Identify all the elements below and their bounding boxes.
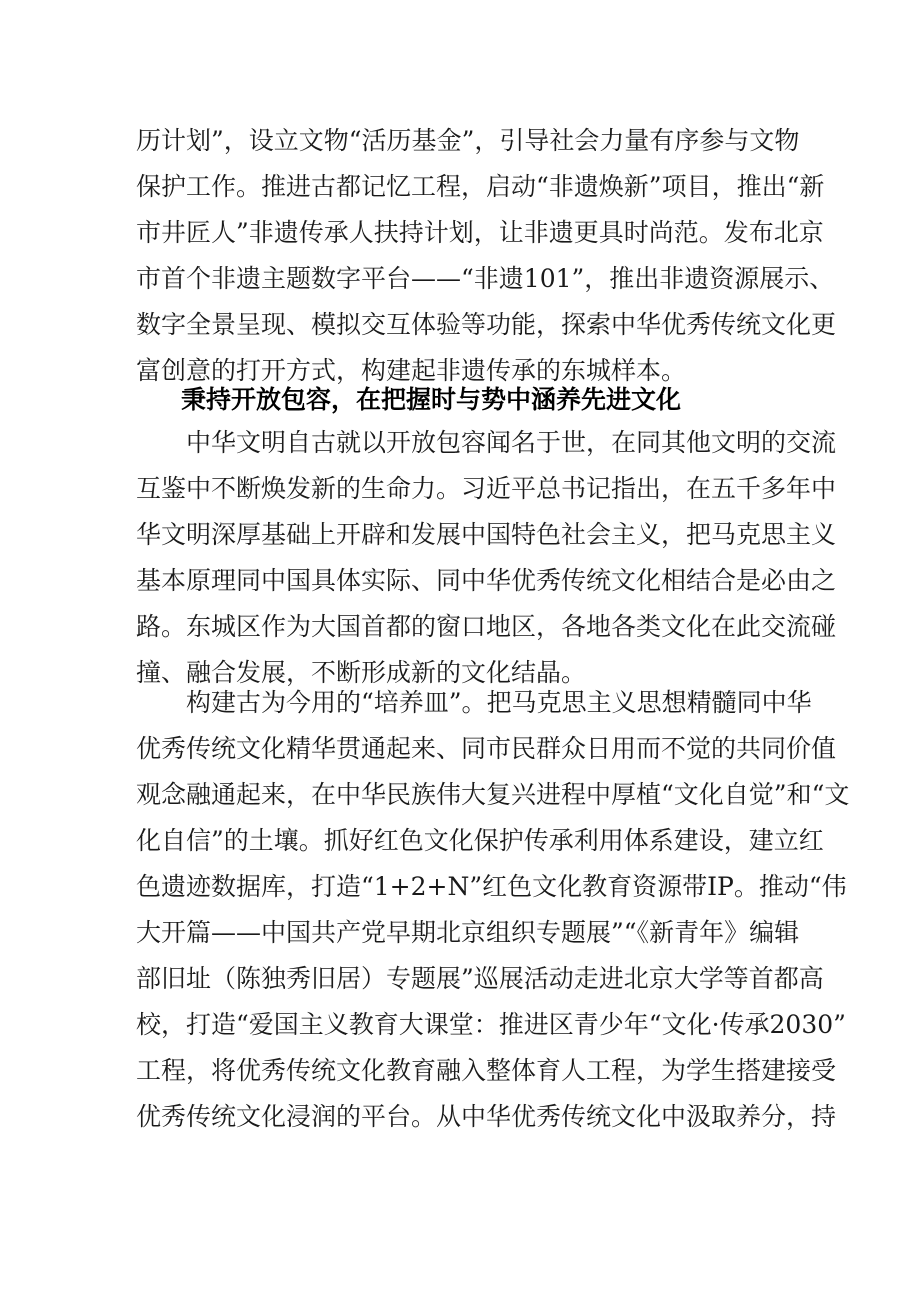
paragraph-culture-dish: [136, 680, 850, 1140]
paragraph-line: 校，打造“爱国主义教育大课堂：推进区青少年“文化·传承2030”: [136, 1010, 846, 1039]
paragraph-line: 华文明深厚基础上开辟和发展中国特色社会主义，把马克思主义: [136, 520, 837, 549]
paragraph-line: 中华文明自古就以开放包容闻名于世，在同其他文明的交流: [186, 428, 837, 457]
paragraph-heritage: [136, 118, 837, 394]
paragraph-line: 互鉴中不断焕发新的生命力。习近平总书记指出，在五千多年中: [136, 474, 837, 503]
paragraph-line: 大开篇——中国共产党早期北京组织专题展”“《新青年》编辑: [136, 918, 800, 947]
paragraph-line: 优秀传统文化精华贯通起来、同市民群众日用而不觉的共同价值: [136, 734, 837, 763]
paragraph-line: 撞、融合发展，不断形成新的文化结晶。: [136, 658, 587, 687]
paragraph-line: 数字全景呈现、模拟交互体验等功能，探索中华优秀传统文化更: [136, 310, 837, 339]
paragraph-line: 路。东城区作为大国首都的窗口地区，各地各类文化在此交流碰: [136, 612, 837, 641]
paragraph-line: 观念融通起来，在中华民族伟大复兴进程中厚植“文化自觉”和“文: [136, 780, 850, 809]
paragraph-line: 工程，将优秀传统文化教育融入整体育人工程，为学生搭建接受: [136, 1056, 837, 1085]
section-heading: 秉持开放包容，在把握时与势中涵养先进文化: [181, 385, 682, 414]
paragraph-line: 市首个非遗主题数字平台——“非遗101”，推出非遗资源展示、: [136, 264, 835, 293]
paragraph-line: 基本原理同中国具体实际、同中华优秀传统文化相结合是必由之: [136, 566, 837, 595]
paragraph-line: 化自信”的土壤。抓好红色文化保护传承利用体系建设，建立红: [136, 826, 824, 855]
paragraph-openness: [136, 420, 837, 696]
paragraph-line: 优秀传统文化浸润的平台。从中华优秀传统文化中汲取养分，持: [136, 1102, 837, 1131]
paragraph-line: 富创意的打开方式，构建起非遗传承的东城样本。: [136, 356, 687, 385]
paragraph-line: 色遗迹数据库，打造“1+2+N”红色文化教育资源带IP。推动“伟: [136, 872, 847, 901]
paragraph-line: 保护工作。推进古都记忆工程，启动“非遗焕新”项目，推出“新: [136, 172, 825, 201]
paragraph-line: 部旧址（陈独秀旧居）专题展”巡展活动走进北京大学等首都高: [136, 964, 824, 993]
paragraph-line: 历计划”，设立文物“活历基金”，引导社会力量有序参与文物: [136, 126, 800, 155]
paragraph-line: 市井匠人”非遗传承人扶持计划，让非遗更具时尚范。发布北京: [136, 218, 824, 247]
paragraph-line: 构建古为今用的“培养皿”。把马克思主义思想精髓同中华: [186, 688, 812, 717]
